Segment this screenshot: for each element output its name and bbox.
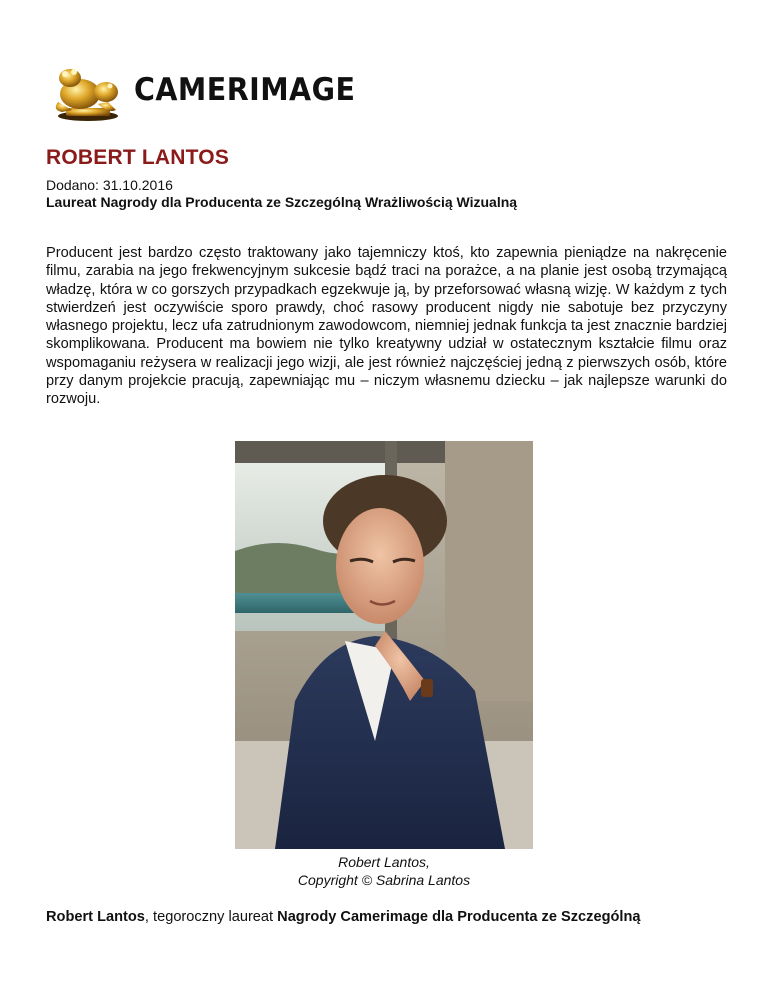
camerimage-logo	[48, 64, 378, 124]
portrait-photo	[235, 441, 533, 849]
golden-frog-icon	[48, 64, 126, 122]
caption-name: Robert Lantos,	[338, 854, 430, 870]
caption-copyright: Copyright © Sabrina Lantos	[297, 872, 471, 888]
body-paragraph: Producent jest bardzo często traktowany jako tajemniczy ktoś, kto zapewnia pieniądze na nakręcenie filmu, zarabia na jego frekwencyjnym sukcesie bądź traci na porażce, a na planie jest osobą trzymającą władzę, która w co gorszych przypadkach egzekwuje ją, by przeforsować własną wizję. W każdym z tych stwierdzeń jest oczywiście sporo prawdy, choć rasowy producent nigdy nie sabotuje bez przyczyny własnego projektu, lecz ufa zatrudnionym zawodowcom, niemniej jednak funkcja ta jest znacznie bardziej skomplikowana. Producent ma bowiem nie tylko kreatywny udział w ostatecznym kształcie filmu oraz wspomaganiu reżysera w realizacji jego wizji, ale jest również najczęściej jedną z pierwszych osób, które przy danym projekcie pracują, zapewniając mu – niczym własnemu dziecku – jak najlepsze warunki do rozwoju.	[46, 245, 727, 408]
award-name: Nagrody Camerimage dla Producenta ze Szczególną	[277, 909, 641, 925]
article-subtitle: Laureat Nagrody dla Producenta ze Szczególną Wrażliwością Wizualną	[46, 194, 518, 210]
publish-date: Dodano: 31.10.2016	[46, 177, 173, 193]
final-paragraph	[46, 908, 727, 926]
final-paragraph-text: , tegoroczny laureat	[144, 909, 278, 925]
photo-caption	[235, 853, 533, 889]
person-name: Robert Lantos	[46, 909, 145, 925]
page-title: ROBERT LANTOS	[46, 146, 230, 169]
logo-wordmark: CAMERIMAGE	[134, 72, 356, 108]
